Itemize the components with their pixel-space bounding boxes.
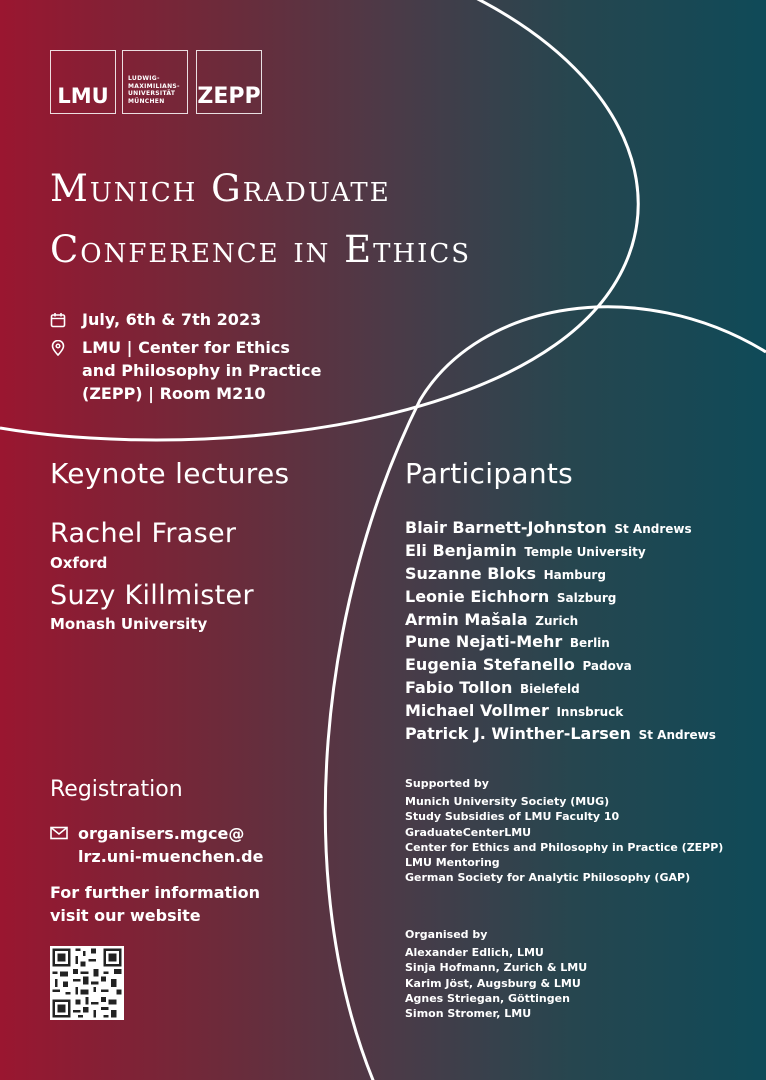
title-line-2: Conference in Ethics [50, 228, 472, 271]
supporter-item: German Society for Analytic Philosophy (GAP) [405, 871, 691, 885]
keynote-speaker-name: Suzy Killmister [50, 580, 254, 611]
event-date [50, 308, 261, 331]
participant-item [405, 587, 716, 610]
further-info-text: For further information visit our website [50, 883, 261, 925]
registration-email[interactable] [50, 822, 263, 868]
participant-name: Fabio Tollon [405, 678, 513, 698]
registration-heading: Registration [50, 777, 183, 802]
uni-line: LUDWIG- [128, 75, 160, 82]
event-date-text: July, 6th & 7th 2023 [82, 310, 262, 329]
organiser-item: Agnes Striegan, Göttingen [405, 991, 570, 1005]
participant-item [405, 655, 716, 678]
participant-affiliation: Bielefeld [520, 682, 580, 697]
participant-item [405, 564, 716, 587]
supported-by-block [405, 776, 723, 885]
event-location-text: LMU | Center for Ethics and Philosophy in Practice (ZEPP) | Room M210 [82, 338, 322, 403]
qr-code[interactable] [50, 946, 124, 1020]
participant-name: Eugenia Stefanello [405, 655, 575, 675]
supporter-item: Center for Ethics and Philosophy in Practice (ZEPP) [405, 840, 724, 854]
organiser-item: Simon Stromer, LMU [405, 1007, 532, 1021]
organiser-item: Alexander Edlich, LMU [405, 946, 544, 960]
participant-affiliation: St Andrews [638, 728, 716, 743]
participant-item [405, 724, 716, 747]
participant-item [405, 632, 716, 655]
supporter-item: Study Subsidies of LMU Faculty 10 [405, 810, 620, 824]
supported-by-heading: Supported by [405, 777, 489, 790]
university-logo-text [128, 75, 186, 105]
university-logo [122, 50, 188, 114]
participant-item [405, 541, 716, 564]
zepp-logo [196, 50, 262, 114]
organised-by-block [405, 927, 587, 1021]
uni-line: MÜNCHEN [128, 97, 165, 105]
keynote-speaker-affiliation: Oxford [50, 554, 108, 572]
participant-name: Armin Mašala [405, 609, 528, 629]
supporter-item: GraduateCenterLMU [405, 825, 532, 839]
participants-list [405, 518, 716, 747]
lmu-logo-text: LMU [57, 84, 109, 108]
organiser-item: Karim Jöst, Augsburg & LMU [405, 976, 581, 990]
participant-item [405, 610, 716, 633]
title-line-1: Munich Graduate [50, 167, 391, 210]
zepp-logo-text: ZEPP [197, 84, 261, 109]
participant-item [405, 518, 716, 541]
keynote-speaker-name: Rachel Fraser [50, 518, 237, 549]
participant-affiliation: Padova [582, 659, 632, 674]
participant-item [405, 701, 716, 724]
participant-item [405, 678, 716, 701]
participant-affiliation: Innsbruck [556, 705, 624, 720]
participant-name: Leonie Eichhorn [405, 586, 550, 606]
calendar-icon [50, 312, 66, 328]
location-pin-icon [50, 340, 66, 356]
participant-affiliation: Berlin [569, 636, 610, 651]
participant-affiliation: St Andrews [614, 522, 692, 536]
keynote-heading: Keynote lectures [50, 457, 290, 490]
organiser-item: Sinja Hofmann, Zurich & LMU [405, 961, 588, 975]
lmu-logo [50, 50, 116, 114]
participant-affiliation: Hamburg [543, 567, 606, 582]
participants-heading: Participants [405, 457, 574, 490]
participant-affiliation: Temple University [524, 544, 646, 559]
conference-title [50, 158, 690, 280]
participant-affiliation: Zurich [535, 613, 579, 628]
participant-name: Suzanne Bloks [405, 563, 537, 583]
mail-icon [50, 826, 68, 840]
event-location [50, 336, 370, 405]
supporter-item: Munich University Society (MUG) [405, 795, 610, 809]
participant-name: Blair Barnett-Johnston [405, 518, 607, 537]
uni-line: MAXIMILIANS- [128, 82, 180, 90]
supporter-item: LMU Mentoring [405, 856, 500, 870]
participant-affiliation: Salzburg [556, 590, 617, 605]
registration-email-text[interactable]: organisers.mgce@ lrz.uni-muenchen.de [78, 824, 264, 866]
participant-name: Michael Vollmer [405, 701, 549, 721]
organised-by-heading: Organised by [405, 928, 488, 941]
participant-name: Patrick J. Winther-Larsen [405, 724, 632, 744]
keynote-speaker-affiliation: Monash University [50, 615, 208, 633]
uni-line: UNIVERSITÄT [128, 90, 176, 97]
participant-name: Pune Nejati-Mehr [405, 632, 563, 652]
participant-name: Eli Benjamin [405, 540, 517, 560]
